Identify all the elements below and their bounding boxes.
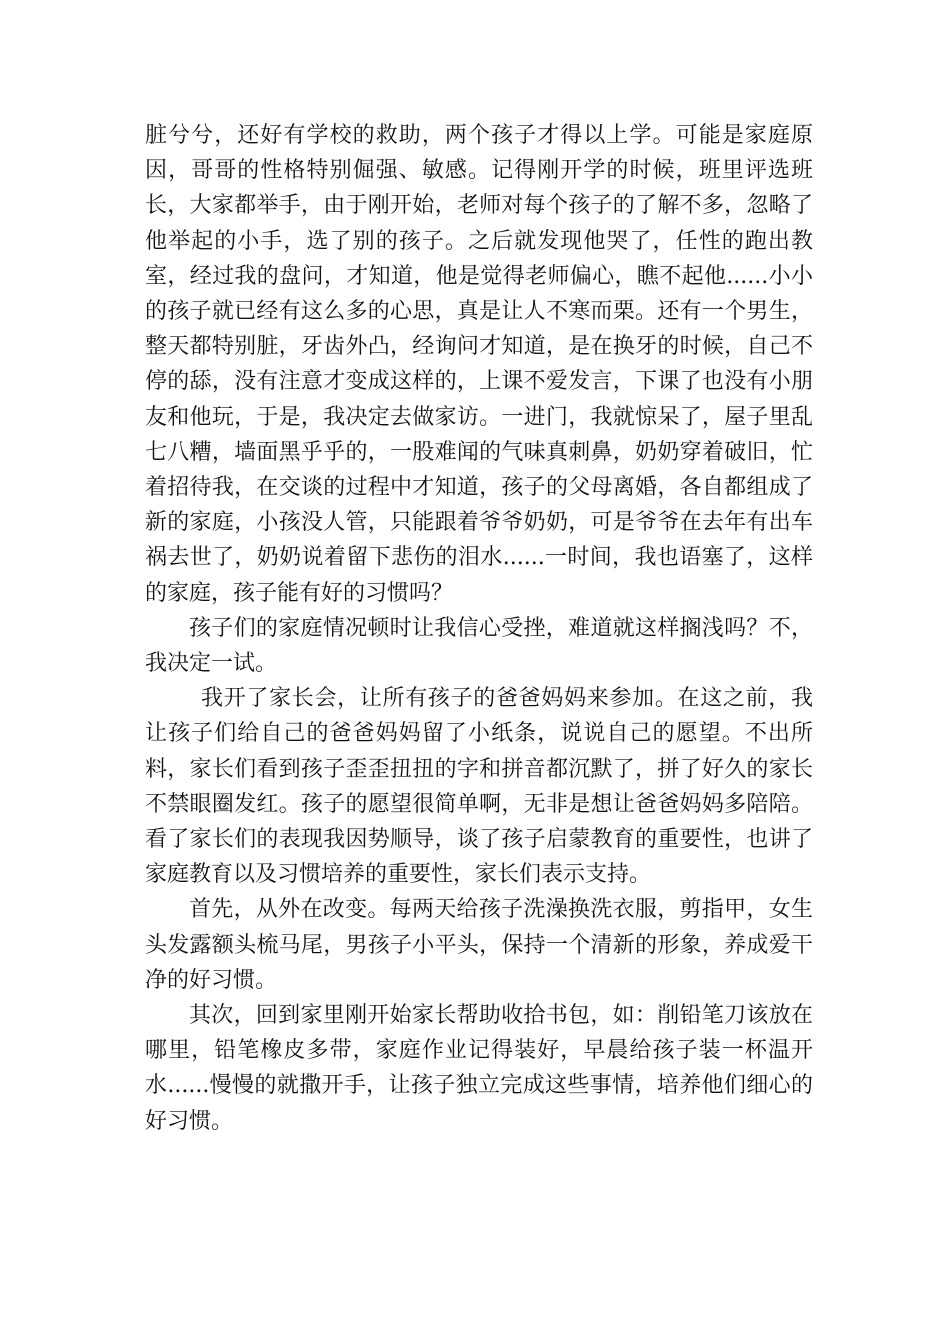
paragraph-first-step: 首先，从外在改变。每两天给孩子洗澡换洗衣服，剪指甲，女生头发露额头梳马尾，男孩子小平头，保持一个清新的形象，养成爱干净的好习惯。: [145, 897, 813, 993]
paragraph-parent-meeting: 我开了家长会，让所有孩子的爸爸妈妈来参加。在这之前，我让孩子们给自己的爸爸妈妈留了小纸条，说说自己的愿望。不出所料，家长们看到孩子歪歪扭扭的字和拼音都沉默了，拼了好久的家长不禁眼圈发红。孩子的愿望很简单啊，无非是想让爸爸妈妈多陪陪。看了家长们的表现我因势顺导，谈了孩子启蒙教育的重要性，也讲了家庭教育以及习惯培养的重要性，家长们表示支持。: [145, 686, 813, 888]
paragraph-second-step: 其次，回到家里刚开始家长帮助收拾书包，如：削铅笔刀该放在哪里，铅笔橡皮多带，家庭作业记得装好，早晨给孩子装一杯温开水......慢慢的就撒开手，让孩子独立完成这些事情，培养他们细心的好习惯。: [145, 1003, 813, 1134]
paragraph-continuation: 脏兮兮，还好有学校的救助，两个孩子才得以上学。可能是家庭原因，哥哥的性格特别倔强、敏感。记得刚开学的时候，班里评选班长，大家都举手，由于刚开始，老师对每个孩子的了解不多，忽略了他举起的小手，选了别的孩子。之后就发现他哭了，任性的跑出教室，经过我的盘问，才知道，他是觉得老师偏心，瞧不起他......小小的孩子就已经有这么多的心思，真是让人不寒而栗。还有一个男生，整天都特别脏，牙齿外凸，经询问才知道，是在换牙的时候，自己不停的舔，没有注意才变成这样的，上课不爱发言，下课了也没有小朋友和他玩，于是，我决定去做家访。一进门，我就惊呆了，屋子里乱七八糟，墙面黑乎乎的，一股难闻的气味真刺鼻，奶奶穿着破旧，忙着招待我，在交谈的过程中才知道，孩子的父母离婚，各自都组成了新的家庭，小孩没人管，只能跟着爷爷奶奶，可是爷爷在去年有出车祸去世了，奶奶说着留下悲伤的泪水......一时间，我也语塞了，这样的家庭，孩子能有好的习惯吗？: [145, 123, 813, 606]
document-body: [145, 118, 813, 1139]
paragraph-decision: 孩子们的家庭情况顿时让我信心受挫，难道就这样搁浅吗？不，我决定一试。: [145, 615, 813, 677]
